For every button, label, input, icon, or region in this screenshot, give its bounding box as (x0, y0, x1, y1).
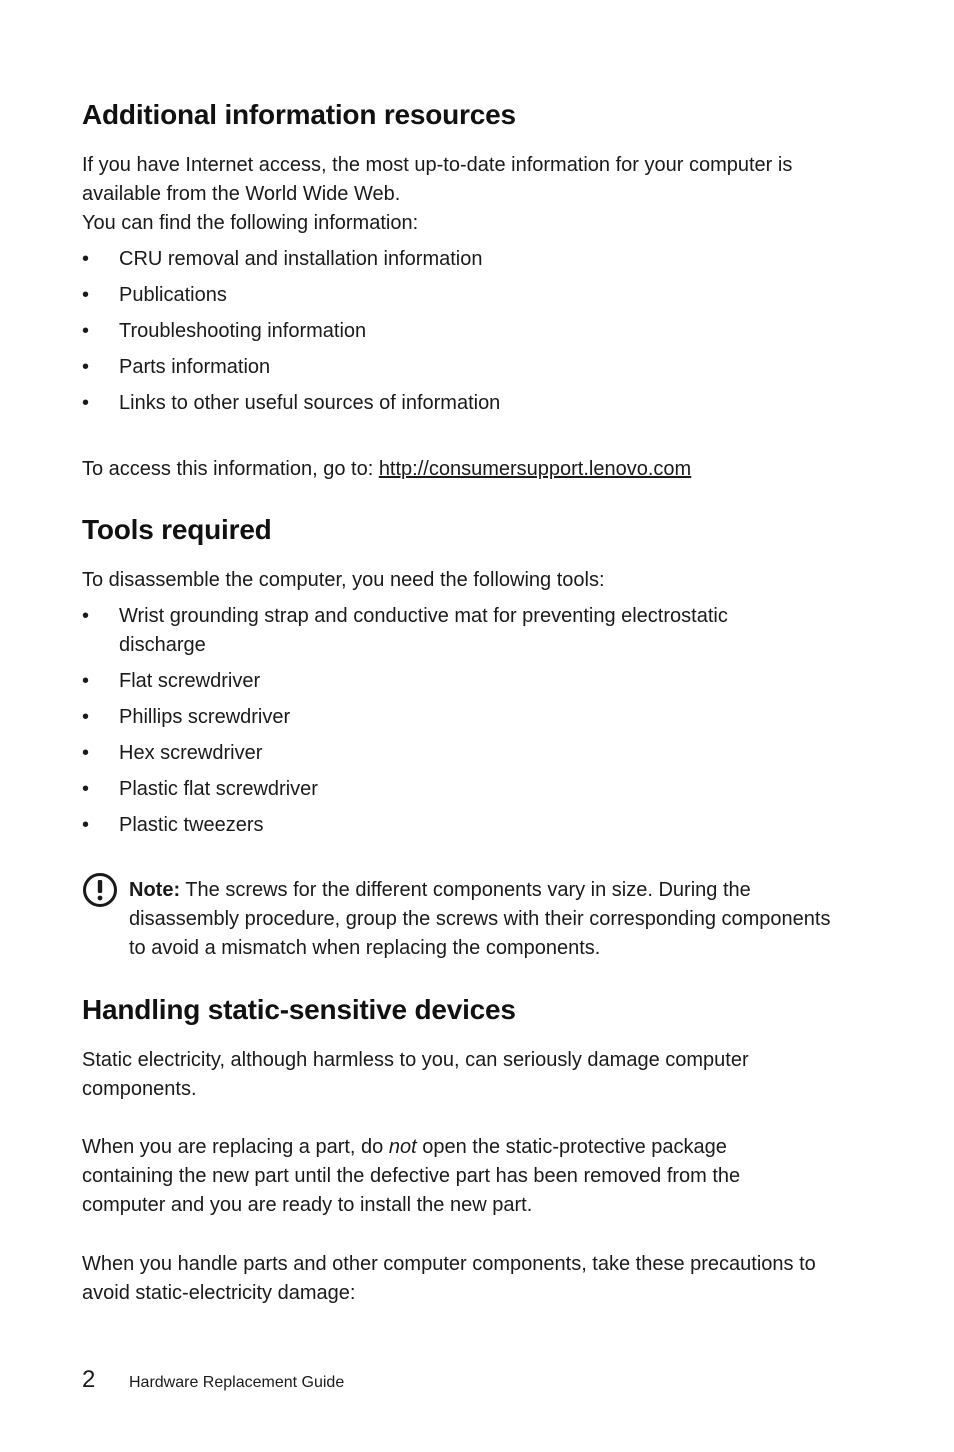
list-item: • Plastic flat screwdriver (82, 775, 802, 804)
tools-bullet-list (82, 602, 802, 847)
page-footer (82, 1366, 344, 1394)
list-item: • Flat screwdriver (82, 667, 802, 696)
list-item: • Plastic tweezers (82, 811, 802, 840)
note-box (82, 876, 839, 963)
list-item: • Wrist grounding strap and conductive mat for preventing electrostatic discharge (82, 602, 802, 660)
list-item: • Troubleshooting information (82, 317, 862, 346)
note-text: The screws for the different components vary in size. During the disassembly procedure, group the screws with their corresponding components to avoid a mismatch when replacing the components. (129, 879, 831, 959)
intro-follow-line: You can find the following information: (82, 212, 419, 234)
section-title-tools-required: Tools required (82, 514, 272, 545)
bullet-dot: • (82, 670, 90, 692)
access-text: To access this information, go to: (82, 458, 379, 480)
bullet-dot: • (82, 814, 90, 836)
list-item: • CRU removal and installation information (82, 245, 862, 274)
bullet-dot: • (82, 248, 90, 270)
list-item: • Links to other useful sources of information (82, 389, 862, 418)
list-item: • Publications (82, 281, 862, 310)
page-number: 2 (82, 1366, 96, 1393)
bullet-dot: • (82, 706, 90, 728)
list-item: • Parts information (82, 353, 862, 382)
section-title-additional-info: Additional information resources (82, 99, 516, 130)
tools-intro: To disassemble the computer, you need the following tools: (82, 569, 605, 591)
bullet-dot: • (82, 356, 90, 378)
section-title-static-devices: Handling static-sensitive devices (82, 994, 516, 1025)
bullet-dot: • (82, 605, 90, 627)
bullet-dot: • (82, 778, 90, 800)
emphasis-not: not (388, 1136, 417, 1158)
static-paragraph-1: Static electricity, although harmless to you, can seriously damage computer components. (82, 1049, 749, 1100)
note-label: Note: (129, 879, 181, 901)
info-bullet-list (82, 245, 862, 425)
list-item: • Phillips screwdriver (82, 703, 802, 732)
bullet-dot: • (82, 284, 90, 306)
footer-title: Hardware Replacement Guide (129, 1374, 345, 1391)
bullet-dot: • (82, 320, 90, 342)
intro-paragraph: If you have Internet access, the most up-to-date information for your computer is available from the World Wide Web. (82, 154, 793, 205)
support-link[interactable]: http://consumersupport.lenovo.com (378, 458, 692, 480)
static-paragraph-2: When you are replacing a part, do not open the static-protective package containing the new part until the defective part has been removed from the computer and you are ready to install the new part. (82, 1136, 741, 1216)
access-paragraph (82, 455, 862, 484)
bullet-dot: • (82, 742, 90, 764)
static-paragraph-3: When you handle parts and other computer components, take these precautions to avoid static-electricity damage: (82, 1253, 816, 1304)
list-item: • Hex screwdriver (82, 739, 802, 768)
exclamation-circle-icon (82, 872, 118, 908)
bullet-dot: • (82, 392, 90, 414)
